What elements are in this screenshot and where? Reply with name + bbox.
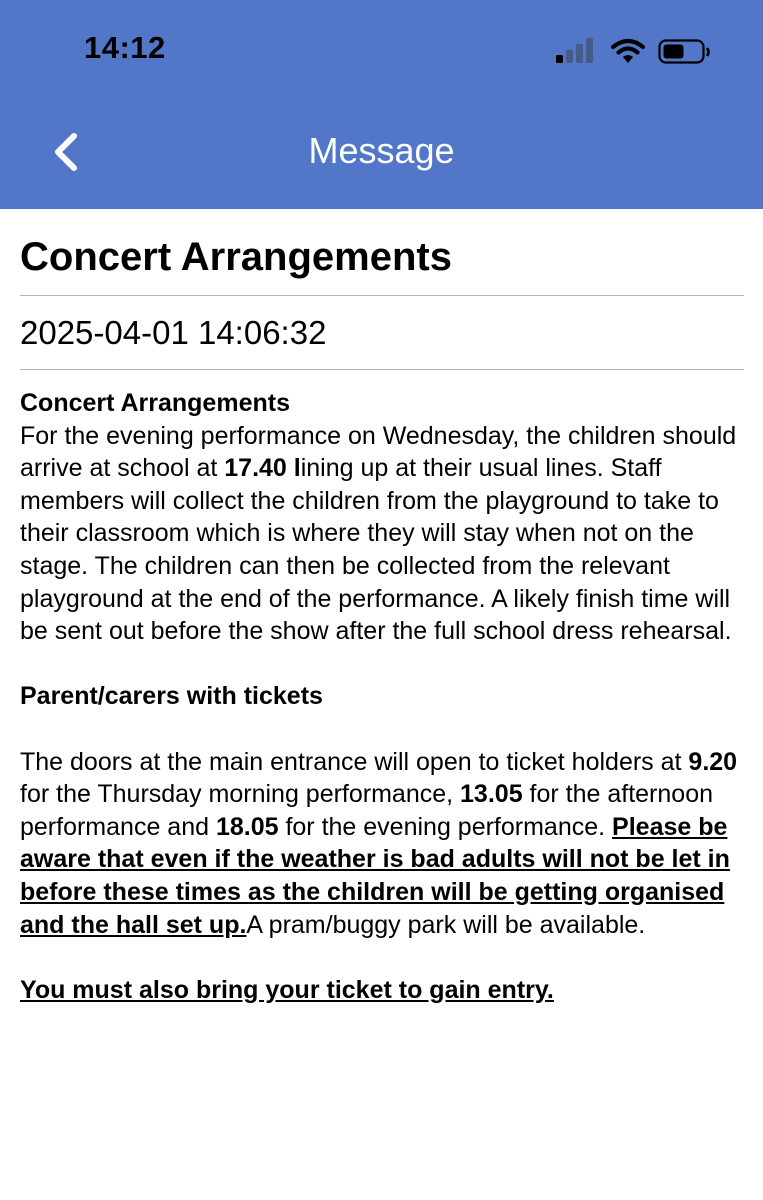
paragraph-text: For the evening performance on Wednesday, the children should arrive at school at — [20, 421, 737, 483]
paragraph-text: A pram/buggy park will be available. — [246, 910, 646, 939]
paragraph-text: for the afternoon performance and — [20, 780, 713, 841]
message-timestamp: 2025-04-01 14:06:32 — [20, 314, 327, 351]
door-time-morning: 9.20 — [688, 747, 738, 776]
section-heading: Concert Arrangements — [20, 389, 290, 417]
message-title: Concert Arrangements — [20, 235, 452, 279]
battery-icon — [658, 39, 712, 65]
divider — [20, 369, 744, 370]
section-heading: Parent/carers with tickets — [20, 682, 323, 711]
important-notice: Please be aware that even if the weather is bad adults will not be let in before these times as the children will be getting organised and the hall set up. — [20, 812, 730, 939]
spacer — [20, 713, 744, 746]
spacer — [20, 648, 744, 681]
spacer — [20, 941, 744, 974]
door-time-evening: 18.05 — [215, 812, 279, 841]
message-body — [20, 387, 744, 1006]
arrival-time: 17.40 l — [224, 454, 301, 483]
page-title: Message — [308, 130, 455, 171]
message-content — [20, 209, 744, 1006]
door-time-afternoon: 13.05 — [460, 780, 523, 809]
paragraph-text: The doors at the main entrance will open to ticket holders at — [20, 747, 689, 776]
cellular-signal-icon — [556, 38, 598, 64]
ticket-notice: You must also bring your ticket to gain entry. — [20, 975, 554, 1004]
app-header — [0, 0, 763, 209]
wifi-icon — [611, 38, 645, 64]
paragraph-text: ining up at their usual lines. Staff members will collect the children from the playground to take to their classroom which is where they will stay when not on the stage. The children can then be collected from the relevant playground at the end of the performance. A likely finish time will be sent out before the show after the full school dress rehearsal. — [20, 454, 732, 646]
status-time: 14:12 — [84, 30, 166, 65]
paragraph-text: for the evening performance. — [278, 812, 613, 841]
status-icons — [556, 38, 716, 66]
paragraph-text: for the Thursday morning performance, — [20, 780, 461, 809]
